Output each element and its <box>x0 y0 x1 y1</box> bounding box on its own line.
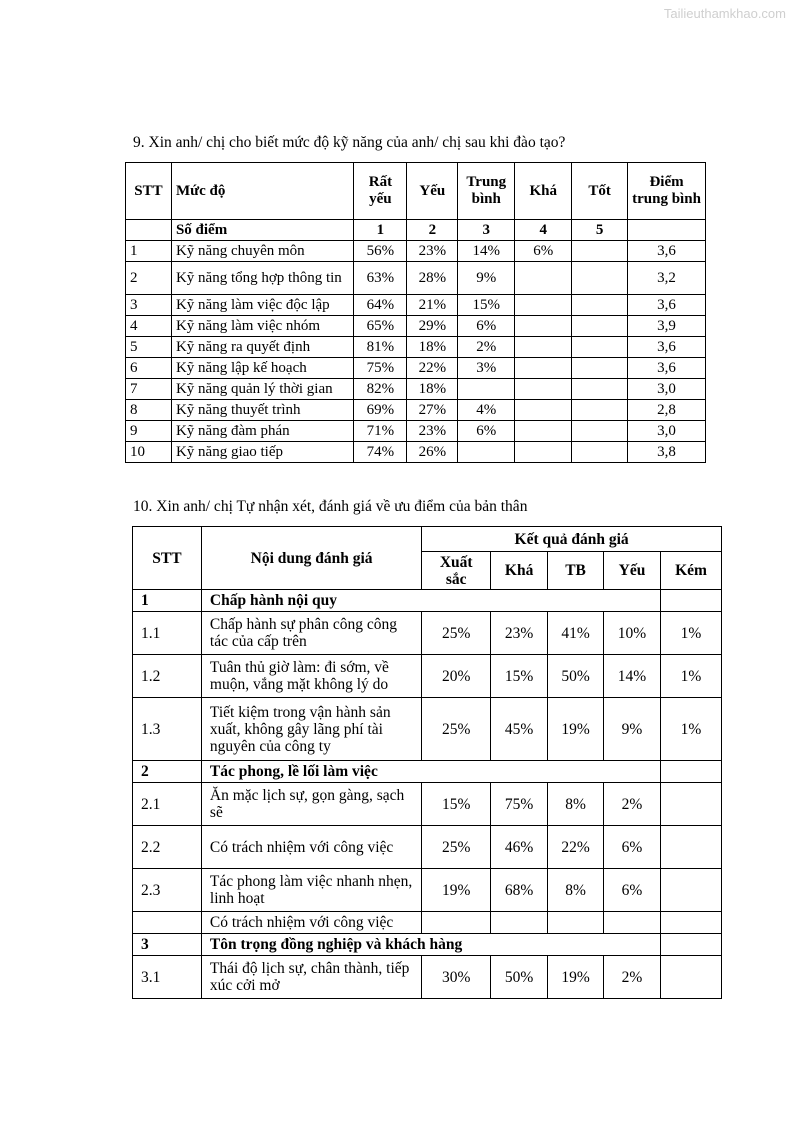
table-cell: 68% <box>491 869 548 912</box>
section-title: Chấp hành nội quy <box>201 590 660 612</box>
table-cell: 63% <box>354 262 407 295</box>
table-row <box>133 956 722 999</box>
table-cell: Thái độ lịch sự, chân thành, tiếp xúc cởi mở <box>201 956 421 999</box>
table-cell: 6% <box>515 241 572 262</box>
table-cell: 1.2 <box>133 655 202 698</box>
table-cell <box>515 400 572 421</box>
table-cell: 9% <box>458 262 515 295</box>
table-cell <box>548 912 604 934</box>
table-cell: 75% <box>491 783 548 826</box>
table-cell <box>572 442 628 463</box>
header-cell: Mức độ <box>171 163 353 220</box>
table-cell: 14% <box>458 241 515 262</box>
table-cell <box>458 379 515 400</box>
table-cell: 3,0 <box>628 379 706 400</box>
table-cell: Kỹ năng làm việc nhóm <box>171 316 353 337</box>
table-cell <box>422 912 491 934</box>
table-row <box>133 869 722 912</box>
table-cell: Kỹ năng ra quyết định <box>171 337 353 358</box>
section-title: Tác phong, lề lối làm việc <box>201 761 660 783</box>
table-row <box>133 826 722 869</box>
header-cell: STT <box>133 527 202 590</box>
table-cell: 2% <box>458 337 515 358</box>
section-number: 3 <box>133 934 202 956</box>
question-10-title: 10. Xin anh/ chị Tự nhận xét, đánh giá về ưu điểm của bản thân <box>133 498 528 515</box>
table-cell: 2.3 <box>133 869 202 912</box>
table-cell: 1.1 <box>133 612 202 655</box>
table-cell: 1 <box>354 220 407 241</box>
table-cell <box>660 934 721 956</box>
table-cell: Kỹ năng lập kế hoạch <box>171 358 353 379</box>
table-cell: Kỹ năng làm việc độc lập <box>171 295 353 316</box>
section-row <box>133 590 722 612</box>
table-row <box>126 358 706 379</box>
table-cell <box>491 912 548 934</box>
table-cell: 10 <box>126 442 172 463</box>
table-cell: 15% <box>422 783 491 826</box>
table-row <box>126 316 706 337</box>
section-title: Tôn trọng đồng nghiệp và khách hàng <box>201 934 660 956</box>
table-cell <box>515 442 572 463</box>
header-cell: Trung bình <box>458 163 515 220</box>
table-cell: 2,8 <box>628 400 706 421</box>
table-cell <box>604 912 661 934</box>
table-cell: 3 <box>126 295 172 316</box>
table-cell <box>515 358 572 379</box>
table-cell: Chấp hành sự phân công công tác của cấp trên <box>201 612 421 655</box>
table-cell <box>572 358 628 379</box>
table-cell: 50% <box>548 655 604 698</box>
table-row <box>126 400 706 421</box>
table-cell: 15% <box>458 295 515 316</box>
header-cell: Rất yếu <box>354 163 407 220</box>
table-cell <box>515 262 572 295</box>
section-row <box>133 934 722 956</box>
table-cell <box>660 783 721 826</box>
table-cell: 8 <box>126 400 172 421</box>
table-cell <box>126 220 172 241</box>
table-cell: 81% <box>354 337 407 358</box>
table-cell: 64% <box>354 295 407 316</box>
table-cell: 21% <box>407 295 458 316</box>
table-cell <box>515 337 572 358</box>
skills-table <box>125 162 706 463</box>
table-cell: 3,6 <box>628 337 706 358</box>
table-cell: 8% <box>548 783 604 826</box>
table-row <box>133 783 722 826</box>
table-cell: 19% <box>548 698 604 761</box>
table-cell <box>572 262 628 295</box>
table-row <box>126 241 706 262</box>
score-row <box>126 220 706 241</box>
table-row <box>133 612 722 655</box>
header-cell: Khá <box>491 552 548 590</box>
table-cell <box>458 442 515 463</box>
section-number: 1 <box>133 590 202 612</box>
table-cell: 4% <box>458 400 515 421</box>
table-cell: 45% <box>491 698 548 761</box>
table-row <box>126 262 706 295</box>
table-cell: Kỹ năng đàm phán <box>171 421 353 442</box>
table-cell <box>572 421 628 442</box>
table-cell: Kỹ năng quản lý thời gian <box>171 379 353 400</box>
table-cell: 3.1 <box>133 956 202 999</box>
header-cell: Xuất sắc <box>422 552 491 590</box>
table-cell: 15% <box>491 655 548 698</box>
table-cell <box>660 590 721 612</box>
table-cell: 3% <box>458 358 515 379</box>
table-cell: 25% <box>422 826 491 869</box>
header-cell: Yếu <box>604 552 661 590</box>
table-cell: 6% <box>458 316 515 337</box>
table-row <box>126 442 706 463</box>
table-cell: 2.1 <box>133 783 202 826</box>
table-cell: 23% <box>407 421 458 442</box>
table-cell: 5 <box>126 337 172 358</box>
table-row <box>133 698 722 761</box>
table-cell: 1% <box>660 698 721 761</box>
header-cell: Điểm trung bình <box>628 163 706 220</box>
table-cell: Kỹ năng tổng hợp thông tin <box>171 262 353 295</box>
table-cell <box>660 956 721 999</box>
table-cell: 65% <box>354 316 407 337</box>
table-cell: 6 <box>126 358 172 379</box>
table-cell: 23% <box>491 612 548 655</box>
table-cell: 2% <box>604 956 661 999</box>
section-row <box>133 761 722 783</box>
table-cell <box>660 869 721 912</box>
table-cell: 27% <box>407 400 458 421</box>
table-row <box>126 379 706 400</box>
table-cell: 41% <box>548 612 604 655</box>
table-cell: Kỹ năng giao tiếp <box>171 442 353 463</box>
table-cell <box>660 761 721 783</box>
table-cell: 19% <box>548 956 604 999</box>
header-cell: STT <box>126 163 172 220</box>
table-cell: 9% <box>604 698 661 761</box>
question-9-title: 9. Xin anh/ chị cho biết mức độ kỹ năng của anh/ chị sau khi đào tạo? <box>133 134 566 151</box>
table-cell <box>133 912 202 934</box>
header-group-cell: Kết quả đánh giá <box>422 527 722 552</box>
table-cell: 71% <box>354 421 407 442</box>
table-cell: 1% <box>660 612 721 655</box>
table-cell: 23% <box>407 241 458 262</box>
table-cell: 4 <box>515 220 572 241</box>
table-cell: Tiết kiệm trong vận hành sản xuất, không gây lãng phí tài nguyên của công ty <box>201 698 421 761</box>
table-cell: Kỹ năng thuyết trình <box>171 400 353 421</box>
table-cell <box>660 826 721 869</box>
table-cell <box>572 241 628 262</box>
table-cell <box>572 379 628 400</box>
table-cell: 3 <box>458 220 515 241</box>
table-cell: 10% <box>604 612 661 655</box>
section-number: 2 <box>133 761 202 783</box>
table-cell: 30% <box>422 956 491 999</box>
table-cell: 3,6 <box>628 295 706 316</box>
table-cell: 56% <box>354 241 407 262</box>
table-cell: 3,6 <box>628 241 706 262</box>
table-cell: 28% <box>407 262 458 295</box>
table-cell: Có trách nhiệm với công việc <box>201 826 421 869</box>
table-header-row <box>133 527 722 552</box>
table-cell <box>628 220 706 241</box>
table-row <box>126 337 706 358</box>
table-cell: 74% <box>354 442 407 463</box>
table-row <box>133 655 722 698</box>
table-cell: 18% <box>407 379 458 400</box>
table-row <box>133 912 722 934</box>
header-cell: Yếu <box>407 163 458 220</box>
table-cell: 19% <box>422 869 491 912</box>
table-cell: Số điểm <box>171 220 353 241</box>
table-cell <box>515 379 572 400</box>
table-cell: 26% <box>407 442 458 463</box>
table-cell: 3,8 <box>628 442 706 463</box>
table-cell: 2% <box>604 783 661 826</box>
table-cell: 82% <box>354 379 407 400</box>
table-cell: 3,2 <box>628 262 706 295</box>
table-cell <box>572 295 628 316</box>
table-cell: Ăn mặc lịch sự, gọn gàng, sạch sẽ <box>201 783 421 826</box>
watermark: Tailieuthamkhao.com <box>663 6 786 21</box>
table-cell: 3,6 <box>628 358 706 379</box>
table-cell: 2 <box>126 262 172 295</box>
table-cell: 3,9 <box>628 316 706 337</box>
table-cell <box>572 316 628 337</box>
table-cell: 4 <box>126 316 172 337</box>
table-cell: 29% <box>407 316 458 337</box>
table-row <box>126 295 706 316</box>
table-cell: 22% <box>548 826 604 869</box>
table-cell: 2.2 <box>133 826 202 869</box>
table-cell: 6% <box>604 869 661 912</box>
table-cell: 22% <box>407 358 458 379</box>
table-cell: 20% <box>422 655 491 698</box>
table-cell <box>515 295 572 316</box>
table-cell <box>515 421 572 442</box>
table-cell: 3,0 <box>628 421 706 442</box>
table-cell: Kỹ năng chuyên môn <box>171 241 353 262</box>
header-cell: TB <box>548 552 604 590</box>
table-cell: 25% <box>422 698 491 761</box>
table-cell <box>660 912 721 934</box>
table-cell: 50% <box>491 956 548 999</box>
header-cell: Kém <box>660 552 721 590</box>
table-cell <box>572 337 628 358</box>
table-cell: 8% <box>548 869 604 912</box>
table-cell: 69% <box>354 400 407 421</box>
table-cell: 9 <box>126 421 172 442</box>
table-cell: 6% <box>604 826 661 869</box>
table-cell: Tuân thủ giờ làm: đi sớm, về muộn, vắng mặt không lý do <box>201 655 421 698</box>
table-cell: 25% <box>422 612 491 655</box>
table-cell: 75% <box>354 358 407 379</box>
self-assessment-table <box>132 526 722 999</box>
table-cell: 6% <box>458 421 515 442</box>
table-cell: Tác phong làm việc nhanh nhẹn, linh hoạt <box>201 869 421 912</box>
table-row <box>126 421 706 442</box>
table-cell: 1 <box>126 241 172 262</box>
table-cell: 14% <box>604 655 661 698</box>
table-cell: 46% <box>491 826 548 869</box>
table-cell <box>515 316 572 337</box>
header-cell: Tốt <box>572 163 628 220</box>
table-cell <box>572 400 628 421</box>
table-header-row <box>126 163 706 220</box>
header-cell: Khá <box>515 163 572 220</box>
table-cell: 1% <box>660 655 721 698</box>
table-cell: 1.3 <box>133 698 202 761</box>
table-cell: 5 <box>572 220 628 241</box>
table-cell: Có trách nhiệm với công việc <box>201 912 421 934</box>
table-cell: 2 <box>407 220 458 241</box>
header-cell: Nội dung đánh giá <box>201 527 421 590</box>
table-cell: 18% <box>407 337 458 358</box>
table-cell: 7 <box>126 379 172 400</box>
